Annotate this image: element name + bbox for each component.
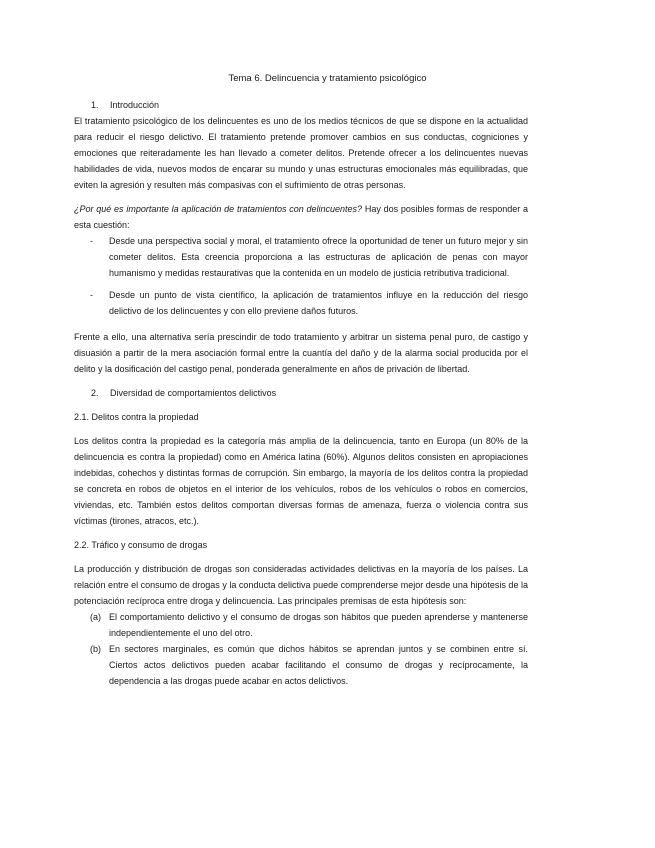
dash-marker: - xyxy=(90,290,93,300)
list-item-text: El comportamiento delictivo y el consumo de drogas son hábitos que pueden aprenderse y mantenerse independientemente el uno del otro. xyxy=(109,612,528,638)
document-body xyxy=(74,97,528,689)
section-1-heading xyxy=(91,97,528,113)
alpha-marker: (a) xyxy=(90,612,101,622)
intro-paragraph: El tratamiento psicológico de los delincuentes es uno de los medios técnicos de que se dispone en la actualidad para reducir el riesgo delictivo. El tratamiento pretende promover cambios en sus conductas, cogniciones y emociones que reiteradamente les han llevado a cometer delitos. Pretende ofrecer a los delincuentes nuevas habilidades de vida, nuevos modos de encarar su mundo y unas estructuras emocionales más equilibradas, que eviten la agresión y resulten más compasivas con el sufrimiento de otras personas. xyxy=(74,116,528,190)
alpha-marker: (b) xyxy=(90,644,101,654)
list-item-text: Desde una perspectiva social y moral, el tratamiento ofrece la oportunidad de tener un futuro mejor y sin cometer delitos. Esta creencia proporciona a las estructuras de aplicación de penas con mayor humanismo y medidas restaurativas que la contenida en un modelo de justicia retributiva tradicional. xyxy=(109,236,528,278)
question-text: ¿Por qué es importante la aplicación de tratamientos con delincuentes? xyxy=(74,204,363,214)
section-title: Introducción xyxy=(110,100,160,110)
subsection-2-2-heading: 2.2. Tráfico y consumo de drogas xyxy=(74,540,208,550)
list-item-text: Desde un punto de vista científico, la aplicación de tratamientos influye en la reducción del riesgo delictivo de los delincuentes y con ello previene daños futuros. xyxy=(109,290,528,316)
list-item xyxy=(74,641,528,689)
subsection-2-1-heading: 2.1. Delitos contra la propiedad xyxy=(74,412,199,422)
dash-marker: - xyxy=(90,236,93,246)
question-rest: Hay dos posibles formas de responder a esta cuestión: xyxy=(74,204,529,230)
section-2-heading xyxy=(91,385,528,401)
list-item xyxy=(74,233,528,281)
question-paragraph xyxy=(74,201,528,233)
section-title: Diversidad de comportamientos delictivos xyxy=(110,388,277,398)
section-number: 2. xyxy=(91,388,99,398)
property-crimes-paragraph: Los delitos contra la propiedad es la categoría más amplia de la delincuencia, tanto en Europa (un 80% de la delincuencia es contra la propiedad) como en América latina (60%). Algunos delitos consisten en apropiaciones indebidas, cohechos y distintas formas de corrupción. Sin embargo, la mayoría de los delitos contra la propiedad se concreta en robos de objetos en el interior de los vehículos, robos de los vehículos o robos en comercios, viviendas, etc. También estos delitos comportan diversas formas de amenaza, fuerza o violencia contra sus víctimas (tirones, atracos, etc.). xyxy=(74,436,528,526)
list-item-text: En sectores marginales, es común que dichos hábitos se aprendan juntos y se combinen entre sí. Ciertos actos delictivos pueden acabar facilitando el consumo de drogas y recíprocamente, la dependencia a las drogas puede acabar en actos delictivos. xyxy=(109,644,528,686)
premises-list xyxy=(74,609,528,689)
alternative-paragraph: Frente a ello, una alternativa sería prescindir de todo tratamiento y arbitrar un sistema penal puro, de castigo y disuasión a partir de la mera asociación formal entre la cuantía del daño y de la alarma social producida por el delito y la dosificación del castigo penal, ponderada generalmente en años de privación de libertad. xyxy=(74,332,528,374)
section-number: 1. xyxy=(91,100,99,110)
bullet-list xyxy=(74,233,528,319)
drugs-paragraph: La producción y distribución de drogas son consideradas actividades delictivas en la mayoría de los países. La relación entre el consumo de drogas y la conducta delictiva puede comprenderse mejor desde una hipótesis de la potenciación recíproca entre droga y delincuencia. Las principales premisas de esta hipótesis son: xyxy=(74,564,528,606)
page-title: Tema 6. Delincuencia y tratamiento psicológico xyxy=(228,73,427,84)
list-item xyxy=(74,609,528,641)
list-item xyxy=(74,287,528,319)
